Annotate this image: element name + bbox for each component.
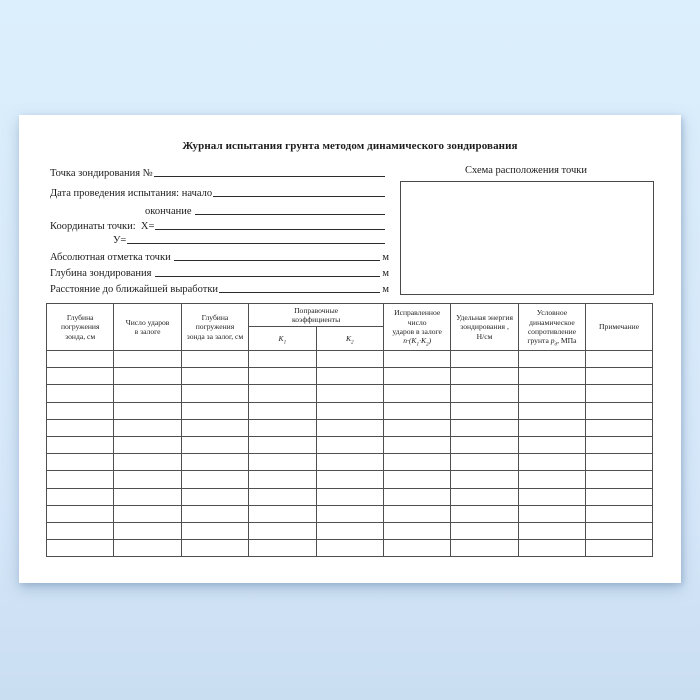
table-cell [114,436,181,453]
table-cell [518,540,585,557]
table-cell [47,419,114,436]
table-cell [383,419,450,436]
table-cell [249,402,316,419]
field-distance-to-working [50,281,389,295]
field-label: окончание [145,206,195,217]
table-cell [586,368,653,385]
table-cell [249,471,316,488]
table-cell [451,385,518,402]
table-cell [114,402,181,419]
table-cell [47,471,114,488]
blank-line [213,196,385,197]
corrected-blows-formula: $n\cdot(K_1\cdot K_2)$ [403,336,432,348]
col-header-dynamic-resistance: Условное динамическое сопротивление грунта $p_д$, МПа [518,304,585,351]
table-cell [586,436,653,453]
table-cell [518,436,585,453]
table-row [47,385,653,402]
table-cell [249,419,316,436]
col-header-depth-per-set: Глубина погружения зонда за залог, см [181,304,248,351]
table-row [47,368,653,385]
table-row [47,402,653,419]
blank-line [154,176,385,177]
unit-label: м [382,252,389,263]
table-cell [47,454,114,471]
blank-line [195,214,385,215]
table-cell [114,368,181,385]
table-cell [181,385,248,402]
table-cell [114,522,181,539]
table-cell [249,454,316,471]
table-cell [249,436,316,453]
table-cell [586,471,653,488]
table-cell [586,419,653,436]
table-cell [47,522,114,539]
field-label: Глубина зондирования [50,268,155,279]
table-row [47,540,653,557]
table-cell [47,505,114,522]
table-cell [181,402,248,419]
table-cell [316,454,383,471]
table-cell [586,402,653,419]
table-cell [316,471,383,488]
table-cell [181,471,248,488]
table-cell [586,385,653,402]
table-cell [47,402,114,419]
table-cell [586,351,653,368]
table-body [47,351,653,557]
page-title: Журнал испытания грунта методом динамического зондирования [182,140,518,152]
table-cell [47,540,114,557]
field-sounding-depth [50,265,389,279]
field-coordinate-x [50,218,385,232]
table-cell [249,522,316,539]
table-cell [518,402,585,419]
table-cell [316,385,383,402]
table-cell [249,368,316,385]
table-cell [114,540,181,557]
col-header-note: Примечание [586,304,653,351]
table-cell [249,351,316,368]
table-cell [47,436,114,453]
table-cell [383,368,450,385]
field-test-date-end [50,203,385,217]
field-label: Дата проведения испытания: начало [50,188,213,199]
table-cell [518,385,585,402]
table-cell [181,436,248,453]
field-test-date-start [50,185,385,199]
table-cell [249,540,316,557]
table-cell [586,488,653,505]
table-cell [383,488,450,505]
field-sounding-point [50,165,385,179]
unit-label: м [382,268,389,279]
resistance-symbol: грунта $p_д$, МПа [527,336,577,348]
table-row [47,419,653,436]
field-label: Координаты точки: X= [50,221,155,232]
table-cell [518,351,585,368]
scheme-drawing-box [400,181,654,295]
blank-line [174,260,380,261]
table-cell [249,385,316,402]
table-cell [114,488,181,505]
table-cell [316,540,383,557]
table-row [47,471,653,488]
table-cell [383,385,450,402]
table-cell [586,540,653,557]
table-row [47,505,653,522]
table-cell [114,471,181,488]
table-cell [249,488,316,505]
table-cell [114,505,181,522]
table-cell [518,454,585,471]
table-cell [316,522,383,539]
table-cell [114,385,181,402]
table-cell [518,471,585,488]
table-cell [114,454,181,471]
field-label: Абсолютная отметка точки [50,252,174,263]
sounding-table [46,303,653,557]
field-coordinate-y [50,232,385,246]
table-cell [181,540,248,557]
form-sheet [19,115,681,583]
table-cell [47,385,114,402]
table-cell [451,351,518,368]
col-header-k2: $K_2$ [316,327,383,351]
table-cell [249,505,316,522]
table-cell [451,471,518,488]
table-cell [114,419,181,436]
table-cell [316,419,383,436]
field-label: Расстояние до ближайшей выработки [50,284,219,295]
field-label: У= [113,235,127,246]
table-row [47,488,653,505]
table-cell [451,522,518,539]
table-row [47,454,653,471]
table-cell [586,454,653,471]
table-cell [451,368,518,385]
table-cell [383,471,450,488]
table-cell [181,488,248,505]
col-header-specific-energy: Удельная энергия зондирования , Н/см [451,304,518,351]
table-cell [383,454,450,471]
col-header-blows-per-set: Число ударов в залоге [114,304,181,351]
table-cell [518,488,585,505]
table-cell [114,351,181,368]
scheme-title: Схема расположения точки [465,165,587,176]
table-cell [383,436,450,453]
table-cell [451,402,518,419]
table-cell [518,368,585,385]
table-cell [586,505,653,522]
table-cell [316,488,383,505]
blank-line [127,243,385,244]
table-cell [181,454,248,471]
table-cell [383,522,450,539]
table-cell [518,505,585,522]
table-row [47,436,653,453]
table-cell [47,368,114,385]
field-absolute-elevation [50,249,389,263]
table-cell [451,505,518,522]
table-cell [316,402,383,419]
table-cell [451,454,518,471]
blank-line [155,229,385,230]
table-cell [451,488,518,505]
table-cell [181,522,248,539]
table-cell [383,540,450,557]
table-cell [47,351,114,368]
unit-label: м [382,284,389,295]
table-row [47,522,653,539]
table-cell [316,351,383,368]
blank-line [219,292,380,293]
table-cell [518,419,585,436]
table-cell [586,522,653,539]
col-header-corrected-blows: Исправленное число ударов в залоге $n\cdot(K_1\cdot K_2)$ [383,304,450,351]
table-row [47,351,653,368]
table-cell [181,351,248,368]
table-cell [316,368,383,385]
col-header-k1: $K_1$ [249,327,316,351]
table-cell [383,505,450,522]
table-cell [451,540,518,557]
table-cell [316,436,383,453]
table-cell [181,505,248,522]
table-cell [451,436,518,453]
table-cell [47,488,114,505]
table-cell [316,505,383,522]
table-cell [518,522,585,539]
table-cell [451,419,518,436]
table-cell [383,351,450,368]
col-header-correction-coefficients: Поправочные коэффициенты [249,304,384,327]
field-label: Точка зондирования № [50,168,153,179]
table-cell [383,402,450,419]
table-cell [181,419,248,436]
table-cell [181,368,248,385]
blank-line [155,276,380,277]
col-header-probe-depth: Глубина погружения зонда, см [47,304,114,351]
